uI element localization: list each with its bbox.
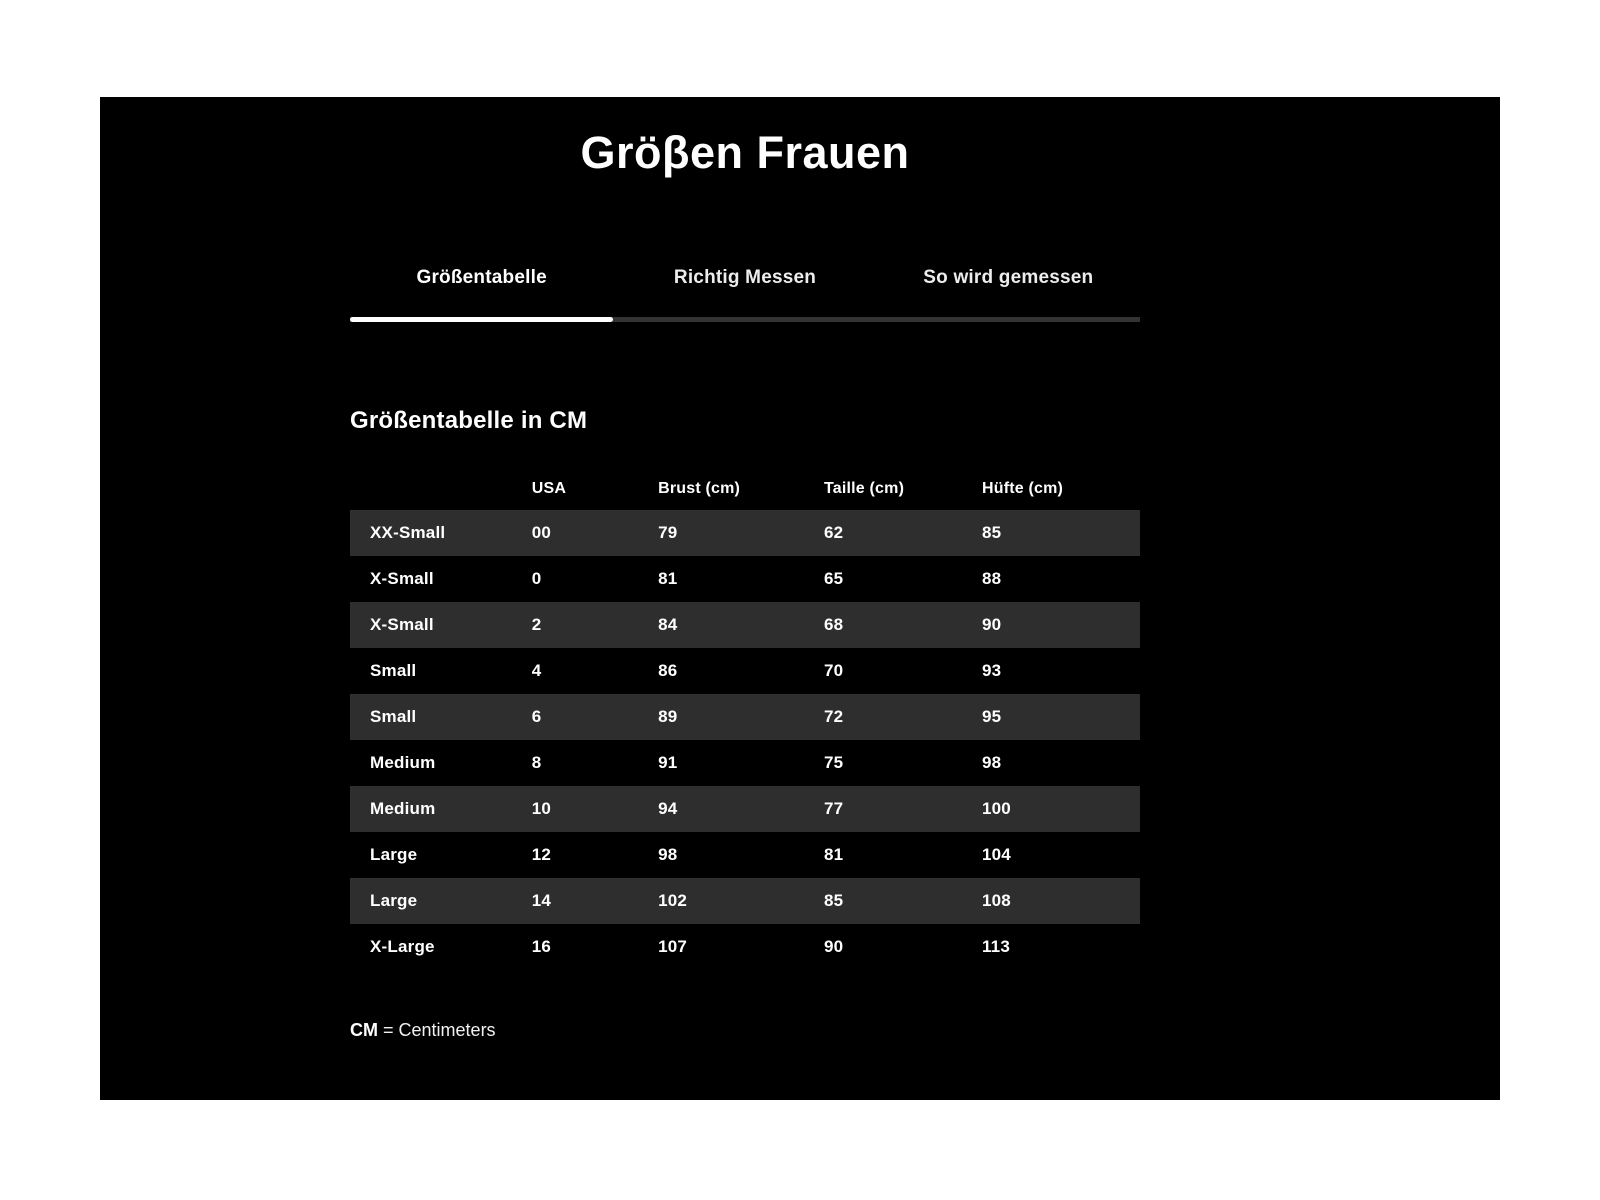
value-cell: 86: [658, 661, 678, 680]
value-cell: 2: [531, 615, 542, 634]
value-cell: 107: [658, 937, 688, 956]
table-row: [350, 832, 1140, 878]
column-header-brust-cm: Brust (cm): [658, 480, 741, 497]
value-cell: 72: [823, 707, 844, 726]
table-row: [350, 602, 1140, 648]
table-row: [350, 510, 1140, 556]
size-label-cell: Medium: [370, 799, 436, 818]
value-cell: 91: [658, 753, 678, 772]
value-cell: 8: [531, 753, 542, 772]
value-cell: 85: [823, 891, 844, 910]
size-label-cell: Small: [370, 707, 417, 726]
content-column: [350, 127, 1140, 1042]
footnote-abbr: CM: [350, 1020, 378, 1040]
table-row: [350, 556, 1140, 602]
table-header: [350, 468, 1140, 510]
value-cell: 90: [981, 615, 1002, 634]
tab-richtig-messen[interactable]: Richtig Messen: [673, 267, 817, 288]
size-label-cell: XX-Small: [370, 523, 446, 542]
size-table: [350, 468, 1140, 970]
value-cell: 6: [531, 707, 542, 726]
size-label-cell: Small: [370, 661, 417, 680]
value-cell: 113: [981, 937, 1010, 956]
value-cell: 93: [981, 661, 1002, 680]
value-cell: 104: [981, 845, 1011, 864]
value-cell: 85: [981, 523, 1002, 542]
size-label-cell: Large: [370, 891, 418, 910]
page-title: Gröβen Frauen: [580, 127, 910, 178]
value-cell: 75: [823, 753, 844, 772]
value-cell: 108: [981, 891, 1011, 910]
value-cell: 00: [531, 523, 551, 542]
value-cell: 81: [658, 569, 678, 588]
column-header-hufte-cm: Hüfte (cm): [981, 480, 1064, 497]
value-cell: 14: [531, 891, 551, 910]
value-cell: 98: [981, 753, 1002, 772]
value-cell: 100: [981, 799, 1011, 818]
tab-list: [350, 265, 1140, 291]
value-cell: 4: [531, 661, 542, 680]
size-label-cell: Medium: [370, 753, 436, 772]
value-cell: 62: [823, 523, 844, 542]
section-heading: Größentabelle in CM: [350, 407, 588, 434]
active-tab-indicator: [350, 317, 613, 322]
footnote: [350, 1018, 1140, 1042]
tab-so-wird-gemessen[interactable]: So wird gemessen: [923, 267, 1094, 288]
table-row: [350, 694, 1140, 740]
size-label-cell: X-Large: [370, 937, 435, 956]
value-cell: 77: [823, 799, 844, 818]
value-cell: 16: [531, 937, 551, 956]
column-header-taille-cm: Taille (cm): [823, 480, 905, 497]
size-label-cell: X-Small: [370, 569, 434, 588]
value-cell: 89: [658, 707, 678, 726]
value-cell: 84: [658, 615, 678, 634]
column-header-usa: USA: [531, 480, 567, 497]
footnote-text: = Centimeters: [383, 1020, 496, 1040]
table-row: [350, 786, 1140, 832]
value-cell: 81: [823, 845, 844, 864]
value-cell: 90: [823, 937, 844, 956]
value-cell: 0: [531, 569, 542, 588]
table-row: [350, 740, 1140, 786]
size-label-cell: X-Small: [370, 615, 434, 634]
tab-underline-track: [350, 317, 1140, 322]
value-cell: 102: [658, 891, 688, 910]
tab-grossentabelle[interactable]: Größentabelle: [416, 267, 547, 288]
size-label-cell: Large: [370, 845, 418, 864]
value-cell: 12: [531, 845, 551, 864]
value-cell: 70: [823, 661, 844, 680]
table-row: [350, 878, 1140, 924]
value-cell: 95: [981, 707, 1002, 726]
value-cell: 79: [658, 523, 678, 542]
value-cell: 10: [531, 799, 551, 818]
size-chart-panel: [100, 97, 1500, 1100]
value-cell: 98: [658, 845, 678, 864]
value-cell: 68: [823, 615, 844, 634]
value-cell: 65: [823, 569, 844, 588]
tab-bar: [350, 265, 1140, 322]
value-cell: 94: [658, 799, 678, 818]
table-row: [350, 648, 1140, 694]
table-row: [350, 924, 1140, 970]
value-cell: 88: [981, 569, 1002, 588]
column-header-empty: [350, 468, 532, 510]
